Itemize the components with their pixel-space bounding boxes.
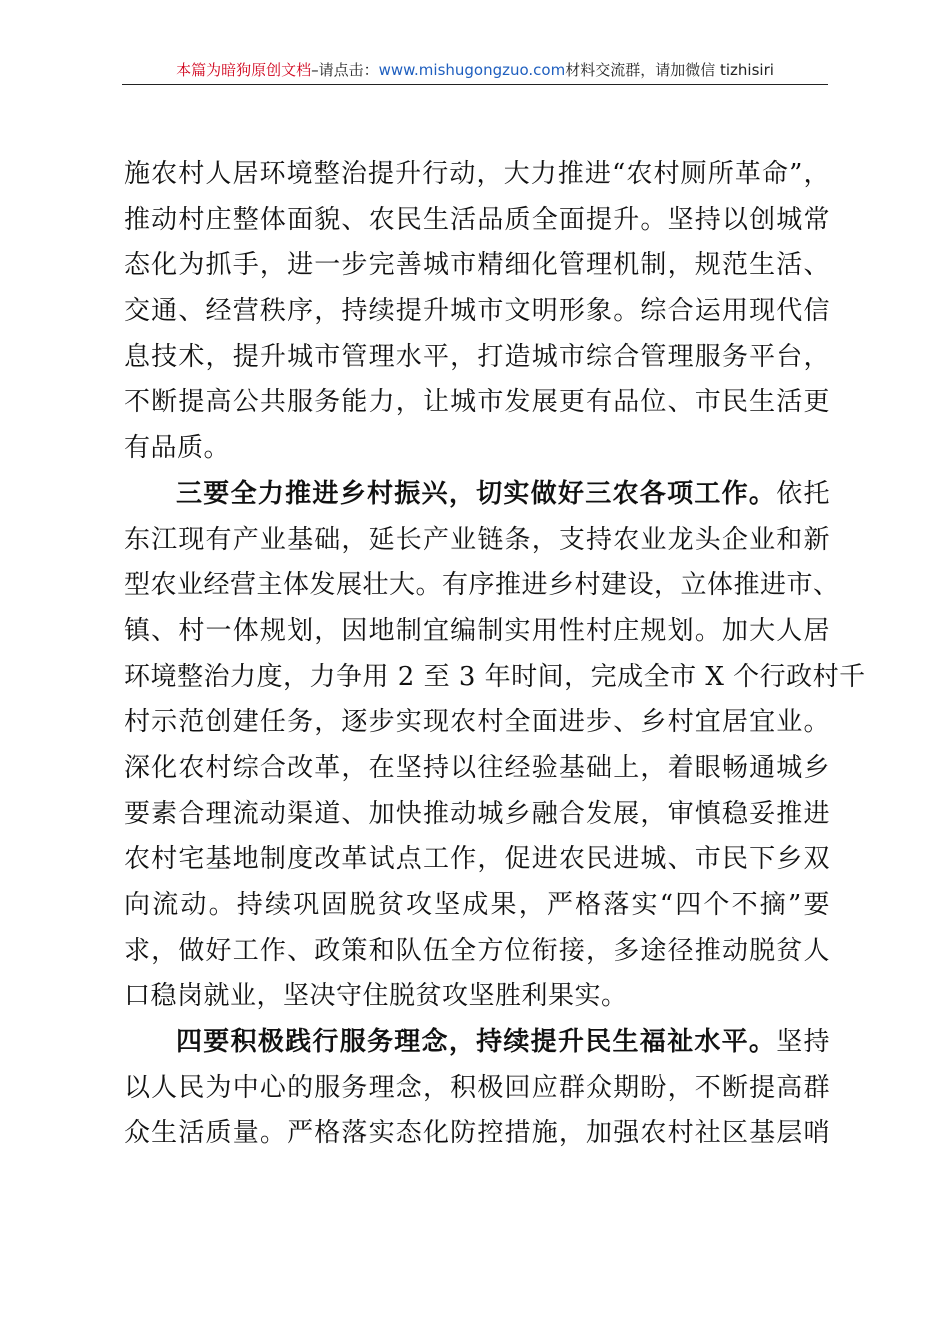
text-line: 向流动。持续巩固脱贫攻坚成果，严格落实“四个不摘”要 bbox=[124, 890, 830, 920]
text-line: 深化农村综合改革，在坚持以往经验基础上，着眼畅通城乡 bbox=[124, 752, 830, 783]
text-line: 口稳岗就业，坚决守住脱贫攻坚胜利果实。 bbox=[124, 981, 628, 1012]
text-line: 环境整治力度，力争用 2 至 3 年时间，完成全市 X 个行政村千 bbox=[124, 661, 866, 692]
paragraph-heading-line bbox=[124, 472, 830, 518]
text-line: 要素合理流动渠道、加快推动城乡融合发展，审慎稳妥推进 bbox=[124, 798, 830, 829]
text-line: 型农业经营主体发展壮大。有序推进乡村建设，立体推进市、 bbox=[124, 570, 840, 601]
paragraph-heading: 三要全力推进乡村振兴，切实做好三农各项工作。 bbox=[176, 478, 777, 509]
header-original-notice: 本篇为暗狗原创文档 bbox=[176, 61, 312, 79]
header-website-link[interactable]: www.mishugongzuo.com bbox=[378, 61, 566, 79]
text-line: 态化为抓手，进一步完善城市精细化管理机制，规范生活、 bbox=[124, 250, 830, 281]
text-line: 镇、村一体规划，因地制宜编制实用性村庄规划。加大人居 bbox=[124, 615, 830, 646]
paragraph-heading-rest: 依托 bbox=[776, 478, 830, 509]
text-line: 农村宅基地制度改革试点工作，促进农民进城、市民下乡双 bbox=[124, 844, 830, 875]
text-line: 众生活质量。严格落实态化防控措施，加强农村社区基层哨 bbox=[124, 1118, 830, 1149]
text-line: 施农村人居环境整治提升行动，大力推进“农村厕所革命”， bbox=[124, 159, 830, 189]
header-wechat-note: 材料交流群，请加微信 tizhisiri bbox=[565, 61, 774, 79]
text-line: 村示范创建任务，逐步实现农村全面进步、乡村宜居宜业。 bbox=[124, 707, 830, 738]
text-line: 息技术，提升城市管理水平，打造城市综合管理服务平台， bbox=[124, 341, 830, 372]
paragraph-heading: 四要积极践行服务理念，持续提升民生福祉水平。 bbox=[176, 1027, 777, 1058]
text-line: 以人民为中心的服务理念，积极回应群众期盼，不断提高群 bbox=[124, 1072, 830, 1103]
document-body bbox=[124, 152, 866, 1157]
text-line: 求，做好工作、政策和队伍全方位衔接，多途径推动脱贫人 bbox=[124, 935, 830, 966]
text-line: 不断提高公共服务能力，让城市发展更有品位、市民生活更 bbox=[124, 387, 830, 418]
paragraph-heading-rest: 坚持 bbox=[776, 1027, 830, 1058]
text-line: 有品质。 bbox=[124, 433, 231, 464]
text-line: 交通、经营秩序，持续提升城市文明形象。综合运用现代信 bbox=[124, 296, 830, 327]
paragraph-heading-line bbox=[124, 1020, 830, 1066]
page-header bbox=[122, 58, 828, 85]
text-line: 东江现有产业基础，延长产业链条，支持农业龙头企业和新 bbox=[124, 524, 830, 555]
text-line: 推动村庄整体面貌、农民生活品质全面提升。坚持以创城常 bbox=[124, 204, 830, 235]
header-prompt: –请点击： bbox=[311, 61, 379, 79]
